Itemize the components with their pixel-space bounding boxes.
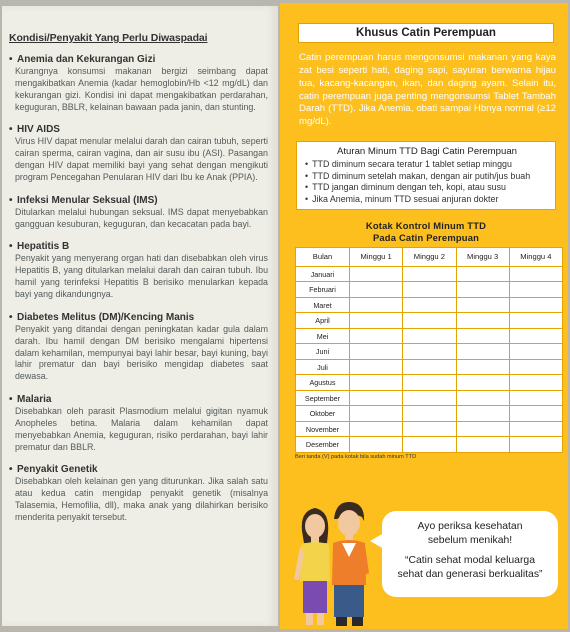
woman-figure-icon [294,508,330,625]
check-cell[interactable] [509,297,562,313]
disease-section [9,195,268,231]
ttd-rule-item: • Jika Anemia, minum TTD sesuai anjuran dokter [305,194,549,206]
ttd-rules-list [305,159,549,205]
check-cell[interactable] [456,282,509,298]
check-cell[interactable] [509,359,562,375]
disease-title: • Diabetes Melitus (DM)/Kencing Manis [9,311,195,323]
month-cell: September [296,390,350,406]
disease-description: Ditularkan melalui hubungan seksual. IMS dapat menyebabkan gangguan kesuburan, keguguran, dan kecacatan pada bayi. [15,206,268,229]
disease-section [9,394,268,453]
check-cell[interactable] [456,375,509,391]
ttd-rules-box [296,141,556,210]
check-cell[interactable] [403,375,456,391]
check-cell[interactable] [509,328,562,344]
table-row [296,375,563,391]
disease-description: Disebabkan oleh kelainan gen yang diturunkan. Jika salah satu atau kedua catin mengidap penyakit genetik (misalnya Talasemia, Hemofilia, dll), maka anak yang dilahirkan berisiko menderita penyakit tersebut. [15,476,268,522]
table-row [296,297,563,313]
table-header-cell: Minggu 4 [509,247,562,266]
check-cell[interactable] [509,375,562,391]
check-cell[interactable] [456,359,509,375]
check-cell[interactable] [456,437,509,453]
check-cell[interactable] [350,344,403,360]
left-heading: Kondisi/Penyakit Yang Perlu Diwaspadai [9,32,208,44]
table-row [296,266,563,282]
disease-description: Virus HIV dapat menular melalui darah dan cairan tubuh, seperti cairan sperma, cairan vagina, dan air susu ibu (ASI). Pasangan dengan HIV dapat memiliki bayi yang sehat dengan mengikuti program Pencegahan Penularan HIV dari Ibu ke Anak (PPIA). [15,136,268,182]
check-cell[interactable] [403,359,456,375]
check-cell[interactable] [456,406,509,422]
ttd-control-table [295,247,563,453]
check-cell[interactable] [350,375,403,391]
disease-section [9,464,268,523]
disease-title: • Anemia dan Kekurangan Gizi [9,54,156,65]
check-cell[interactable] [456,390,509,406]
table-row [296,390,563,406]
intro-text: Catin perempuan harus mengonsumsi makanan yang kaya zat besi seperti hati, daging sapi, sayuran berwarna hijau tua, kacang-kacangan, ikan, dan daging ayam. Selain itu, catin perempuan juga penting mengonsumsi Tablet Tambah Darah (TTD). Jika Anemia, obati sampai Hbnya normal (≥12 mg/dL). [299,52,556,128]
check-cell[interactable] [350,266,403,282]
check-cell[interactable] [350,390,403,406]
table-row [296,328,563,344]
table-header-cell: Minggu 2 [403,247,456,266]
month-cell: Agustus [296,375,350,391]
check-cell[interactable] [403,344,456,360]
ttd-rules-title: Aturan Minum TTD Bagi Catin Perempuan [336,146,518,158]
table-header-row [296,247,563,266]
month-cell: April [296,313,350,329]
table-row [296,406,563,422]
disease-description: Penyakit yang ditandai dengan peningkatan kadar gula dalam darah. Ibu hamil dengan DM berisiko mengalami hipertensi dalam kehamilan, mempunyai bayi lahir besar, bayi kuning, bayi lahir prematur dan bayi berisiko mengidap diabetes saat dewasa. [15,323,268,382]
disease-title: • Infeksi Menular Seksual (IMS) [9,194,158,206]
check-cell[interactable] [456,328,509,344]
table-header-cell: Minggu 3 [456,247,509,266]
check-cell[interactable] [456,313,509,329]
check-cell[interactable] [350,437,403,453]
left-panel [2,6,278,626]
check-cell[interactable] [403,266,456,282]
check-cell[interactable] [403,282,456,298]
disease-section [9,54,268,113]
check-cell[interactable] [509,390,562,406]
disease-sections [9,54,268,524]
month-cell: Desember [296,437,350,453]
couple-illustration [290,493,370,628]
check-cell[interactable] [350,313,403,329]
check-cell[interactable] [403,297,456,313]
disease-section [9,241,268,300]
month-cell: Maret [296,297,350,313]
check-cell[interactable] [509,282,562,298]
check-cell[interactable] [509,421,562,437]
table-row [296,313,563,329]
table-row [296,437,563,453]
disease-title: • Penyakit Genetik [9,464,98,476]
check-cell[interactable] [403,390,456,406]
month-cell: Oktober [296,406,350,422]
check-cell[interactable] [350,282,403,298]
table-header-cell: Bulan [296,247,350,266]
disease-section [9,124,268,183]
month-cell: Juni [296,344,350,360]
table-row [296,421,563,437]
check-cell[interactable] [456,297,509,313]
check-cell[interactable] [509,266,562,282]
table-note: Beri tanda (V) pada kotak bila sudah minum TTD [295,453,417,460]
check-cell[interactable] [456,266,509,282]
month-cell: Februari [296,282,350,298]
check-cell[interactable] [403,328,456,344]
check-cell[interactable] [350,359,403,375]
check-cell[interactable] [456,344,509,360]
table-header-cell: Minggu 1 [350,247,403,266]
disease-title: • Malaria [9,394,52,406]
check-cell[interactable] [509,344,562,360]
control-table-title-line2: Pada Catin Perempuan [372,231,480,243]
man-figure-icon [332,502,369,626]
control-table-title [292,220,560,243]
disease-description: Penyakit yang menyerang organ hati dan disebabkan oleh virus Hepatitis B, yang ditularkan melalui darah dan cairan tubuh. Ibu hamil yang terinfeksi Hepatitis B berisiko menularkan kepada bayi yang dikandungnya. [15,253,268,299]
table-row [296,344,563,360]
check-cell[interactable] [403,437,456,453]
month-cell: November [296,421,350,437]
ttd-rule-item: • TTD diminum secara teratur 1 tablet setiap minggu [305,159,549,171]
disease-description: Disebabkan oleh parasit Plasmodium melalui gigitan nyamuk Anopheles betina. Malaria dalam kehamilan dapat menyebabkan Anemia, keguguran, risiko perdarahan, bayi lahir prematur dan BBLR. [15,406,268,452]
bubble-slogan: “Catin sehat modal keluarga sehat dan generasi berkualitas” [397,555,543,580]
month-cell: Juli [296,359,350,375]
table-row [296,282,563,298]
disease-section [9,312,268,383]
speech-bubble [382,511,558,597]
check-cell[interactable] [509,437,562,453]
ttd-rule-item: • TTD jangan diminum dengan teh, kopi, atau susu [305,182,549,194]
month-cell: Mei [296,328,350,344]
month-cell: Januari [296,266,350,282]
check-cell[interactable] [403,421,456,437]
bubble-call-to-action: Ayo periksa kesehatan sebelum menikah! [417,521,523,546]
control-table-title-line1: Kotak Kontrol Minum TTD [365,220,487,232]
right-title: Khusus Catin Perempuan [298,23,554,43]
disease-title: • Hepatitis B [9,241,70,253]
table-row [296,359,563,375]
check-cell[interactable] [509,313,562,329]
disease-title: • HIV AIDS [9,124,60,136]
check-cell[interactable] [350,406,403,422]
ttd-rule-item: • TTD diminum setelah makan, dengan air putih/jus buah [305,171,549,183]
check-cell[interactable] [403,313,456,329]
right-panel [280,3,568,629]
check-cell[interactable] [456,421,509,437]
check-cell[interactable] [350,421,403,437]
check-cell[interactable] [403,406,456,422]
check-cell[interactable] [350,328,403,344]
check-cell[interactable] [509,406,562,422]
disease-description: Kurangnya konsumsi makanan bergizi seimbang dapat mengakibatkan Anemia (kadar hemoglobin/Hb <12 mg/dL) dan kekurangan gizi. Kondisi ini dapat mengakibatkan perdarahan, keguguran, BBLR, kelainan bawaan pada janin, dan stunting. [15,66,268,112]
check-cell[interactable] [350,297,403,313]
